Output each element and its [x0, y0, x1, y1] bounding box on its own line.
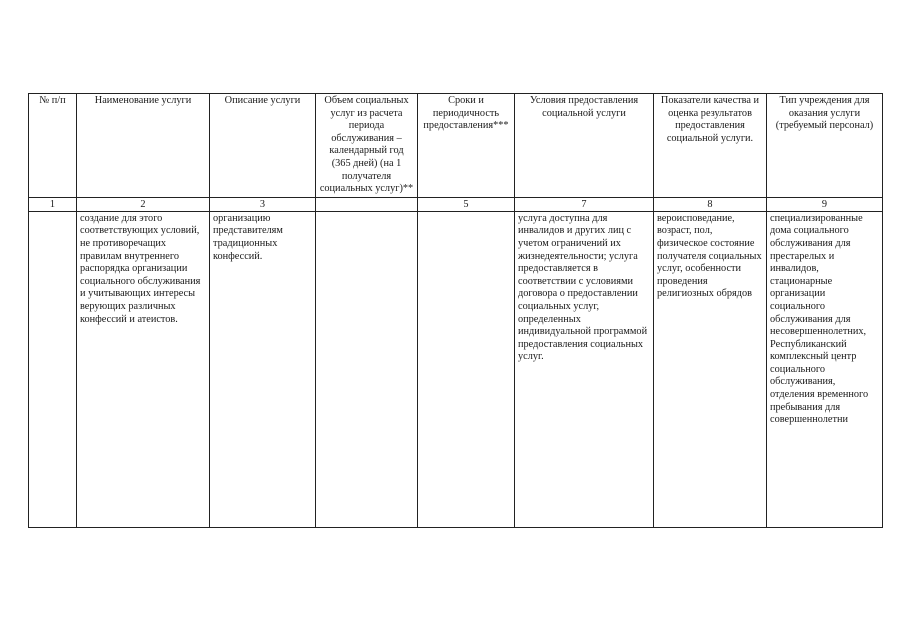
- column-number: [316, 197, 418, 211]
- cell-terms-periodicity: [418, 211, 515, 527]
- column-number: 5: [418, 197, 515, 211]
- cell-service-volume: [316, 211, 418, 527]
- column-number: 7: [515, 197, 654, 211]
- cell-service-name: создание для этого соответствующих условий, не противоречащих правилам внутреннего распорядка организации социального обслуживания и учитывающих интересы верующих различных конфессий и атеистов.: [77, 211, 210, 527]
- services-table: [28, 93, 883, 528]
- column-number: 1: [29, 197, 77, 211]
- column-number: 9: [767, 197, 883, 211]
- header-row: [29, 94, 883, 198]
- column-number-row: [29, 197, 883, 211]
- column-number: 2: [77, 197, 210, 211]
- header-number: № п/п: [29, 94, 77, 198]
- cell-quality-indicators: вероисповедание, возраст, пол, физическое состояние получателя социальных услуг, особенности проведения религиозных обрядов: [654, 211, 767, 527]
- header-institution-type: Тип учреждения для оказания услуги (требуемый персонал): [767, 94, 883, 198]
- header-conditions: Условия предоставления социальной услуги: [515, 94, 654, 198]
- table-row: [29, 211, 883, 527]
- cell-number: [29, 211, 77, 527]
- cell-institution-type: специализированные дома социального обслуживания для престарелых и инвалидов, стационарные организации социального обслуживания для несовершеннолетних, Республиканский комплексный центр социального обслуживания, отделения временного пребывания для совершеннолетни: [767, 211, 883, 527]
- cell-service-description: организацию представителям традиционных конфессий.: [210, 211, 316, 527]
- cell-conditions: услуга доступна для инвалидов и других лиц с учетом ограничений их жизнедеятельности; услуга предоставляется в соответствии с условиями договора о предоставлении социальных услуг, определенных индивидуальной программой предоставления социальных услуг.: [515, 211, 654, 527]
- header-terms-periodicity: Сроки и периодичность предоставления***: [418, 94, 515, 198]
- header-service-volume: Объем социальных услуг из расчета периода обслуживания – календарный год (365 дней) (на 1 получателя социальных услуг)**: [316, 94, 418, 198]
- header-service-name: Наименование услуги: [77, 94, 210, 198]
- header-service-description: Описание услуги: [210, 94, 316, 198]
- column-number: 3: [210, 197, 316, 211]
- header-quality-indicators: Показатели качества и оценка результатов предоставления социальной услуги.: [654, 94, 767, 198]
- column-number: 8: [654, 197, 767, 211]
